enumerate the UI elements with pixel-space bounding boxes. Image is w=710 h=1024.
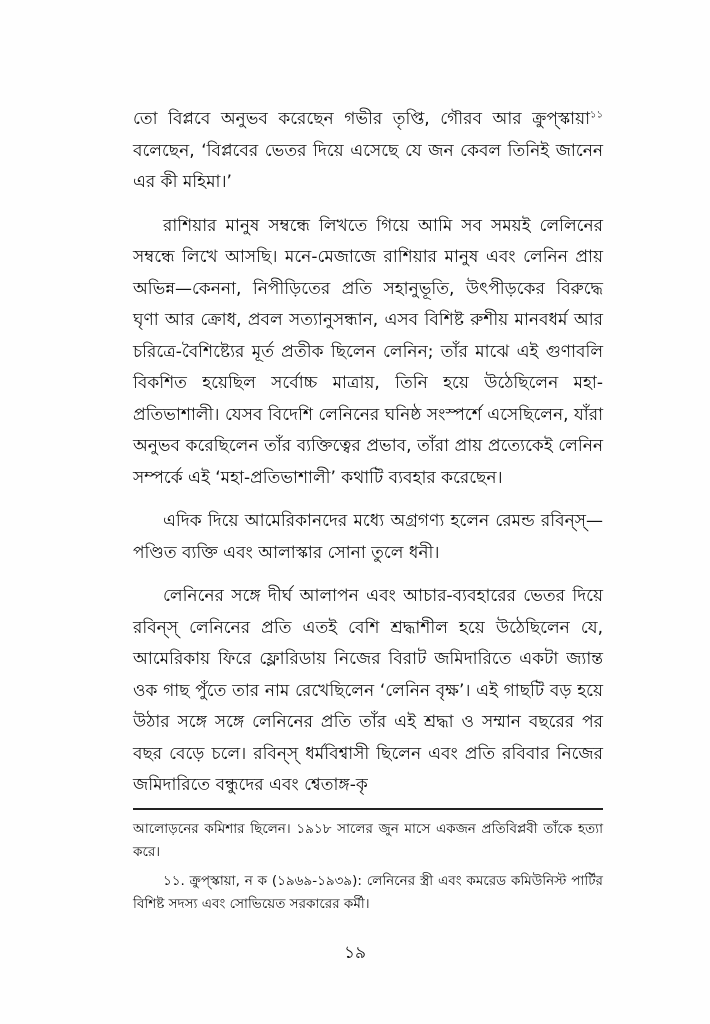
footnote-divider xyxy=(133,808,603,810)
paragraph-text: তো বিপ্লবে অনুভব করেছেন গভীর তৃপ্তি, গৌরব আর ক্রুপ্স্কায়া xyxy=(133,109,591,129)
footnote: ১১. ক্রুপ্স্কায়া, ন ক (১৯৬৯-১৯৩৯): লেনিনের স্ত্রী এবং কমরেড কমিউনিস্ট পার্টির বিশিষ্ট সদস্য এবং সোভিয়েত সরকারের কর্মী। xyxy=(133,873,603,912)
paragraph: লেনিনের সঙ্গে দীর্ঘ আলাপন এবং আচার-ব্যবহারের ভেতর দিয়ে রবিন্স্ লেনিনের প্রতি এতই বেশি শ্রদ্ধাশীল হয়ে উঠেছিলেন যে, আমেরিকায় ফিরে ফ্লোরিডায় নিজের বিরাট জমিদারিতে একটা জ্যান্ত ওক গাছ পুঁতে তার নাম রেখেছিলেন ‘লেনিন বৃক্ষ’। এই গাছটি বড় হয়ে উঠার সঙ্গে সঙ্গে লেনিনের প্রতি তাঁর এই শ্রদ্ধা ও সম্মান বছরের পর বছর বেড়ে চলে। রবিন্স্ ধর্মবিশ্বাসী ছিলেন এবং প্রতি রবিবার নিজের জমিদারিতে বন্ধুদের এবং শ্বেতাঙ্গ-কৃ xyxy=(133,586,603,795)
paragraph: রাশিয়ার মানুষ সম্বন্ধে লিখতে গিয়ে আমি সব সময়ই লেলিনের সম্বন্ধে লিখে আসছি। মনে-মেজাজে রাশিয়ার মানুষ এবং লেনিন প্রায় অভিন্ন—কেননা, নিপীড়িতের প্রতি সহানুভূতি, উৎপীড়কের বিরুদ্ধে ঘৃণা আর ক্রোধ, প্রবল সত্যানুসন্ধান, এসব বিশিষ্ট রুশীয় মানবধর্ম আর চরিত্রে-বৈশিষ্ট্যের মূর্ত প্রতীক ছিলেন লেনিন; তাঁর মাঝে এই গুণাবলি বিকশিত হয়েছিল সর্বোচ্চ মাত্রায়, তিনি হয়ে উঠেছিলেন মহা-প্রতিভাশালী। যেসব বিদেশি লেনিনের ঘনিষ্ঠ সংস্পর্শে এসেছিলেন, যাঁরা অনুভব করেছিলেন তাঁর ব্যক্তিত্বের প্রভাব, তাঁরা প্রায় প্রত্যেকেই লেনিন সম্পর্কে এই ‘মহা-প্রতিভাশালী’ কথাটি ব্যবহার করেছেন। xyxy=(133,215,603,488)
footnote-continuation: আলোড়নের কমিশার ছিলেন। ১৯১৮ সালের জুন মাসে একজন প্রতিবিপ্লবী তাঁকে হত্যা করে। xyxy=(133,821,603,860)
paragraph: এদিক দিয়ে আমেরিকানদের মধ্যে অগ্রগণ্য হলেন রেমন্ড রবিন্স্—পণ্ডিত ব্যক্তি এবং আলাস্কার সোনা তুলে ধনী। xyxy=(133,511,603,563)
main-text xyxy=(133,104,603,814)
footnote-reference: ১১ xyxy=(590,109,603,121)
footnotes xyxy=(133,818,603,922)
paragraph xyxy=(133,104,603,199)
page-number: ১৯ xyxy=(343,943,367,963)
paragraph-text: বলেছেন, ‘বিপ্লবের ভেতর দিয়ে এসেছে যে জন কেবল তিনিই জানেন এর কী মহিমা।’ xyxy=(133,140,603,192)
